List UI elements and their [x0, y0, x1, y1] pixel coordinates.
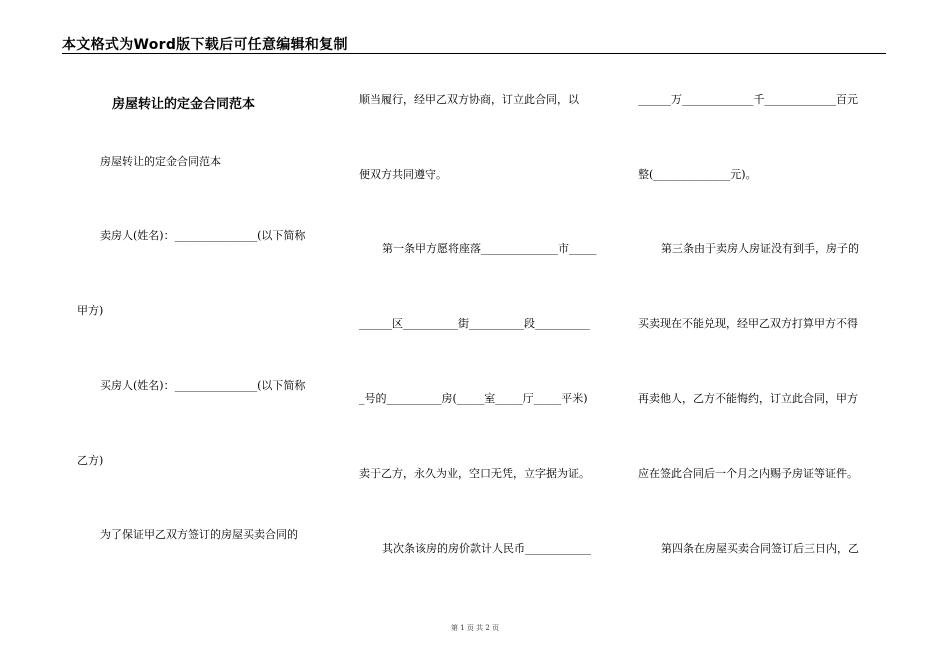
paragraph-line: 房屋转让的定金合同范本 [100, 155, 221, 168]
paragraph-line: 其次条该房的房价款计人民币____________ [382, 542, 591, 555]
paragraph-line: 整(______________元)。 [638, 168, 757, 181]
paragraph-line: ______区__________街__________段__________ [359, 317, 590, 330]
paragraph-line: 第四条在房屋买卖合同签订后三日内，乙 [661, 542, 859, 555]
paragraph-line: 卖房人(姓名)：_______________(以下简称 [100, 229, 306, 242]
paragraph-line: 顺当履行，经甲乙双方协商，订立此合同，以 [359, 93, 579, 106]
page-number: 第 1 页 共 2 页 [450, 624, 500, 632]
paragraph-line: 第三条由于卖房人房证没有到手，房子的 [661, 242, 859, 255]
paragraph-line: 为了保证甲乙双方签订的房屋买卖合同的 [100, 528, 298, 541]
paragraph-line: 第一条甲方愿将座落______________市_____ [382, 242, 597, 255]
paragraph-line: _号的__________房(_____室_____厅_____平米) [359, 392, 588, 405]
paragraph-line: 应在签此合同后一个月之内赐予房证等证件。 [638, 467, 858, 480]
paragraph-line: ______万_____________千_____________百元 [638, 93, 858, 106]
paragraph-line: 卖于乙方，永久为业，空口无凭，立字据为证。 [359, 467, 590, 480]
paragraph-line: 买卖现在不能兑现，经甲乙双方打算甲方不得 [638, 317, 858, 330]
page-header: 本文格式为Word版下载后可任意编辑和复制 [62, 37, 348, 53]
paragraph-line: 甲方) [77, 304, 104, 317]
paragraph-line: 乙方) [77, 454, 104, 467]
paragraph-line: 再卖他人，乙方不能悔约，订立此合同，甲方 [638, 392, 858, 405]
paragraph-line: 便双方共同遵守。 [359, 168, 447, 181]
document-title: 房屋转让的定金合同范本 [112, 97, 256, 112]
paragraph-line: 买房人(姓名)：_______________(以下简称 [100, 379, 306, 392]
header-divider [62, 53, 886, 54]
